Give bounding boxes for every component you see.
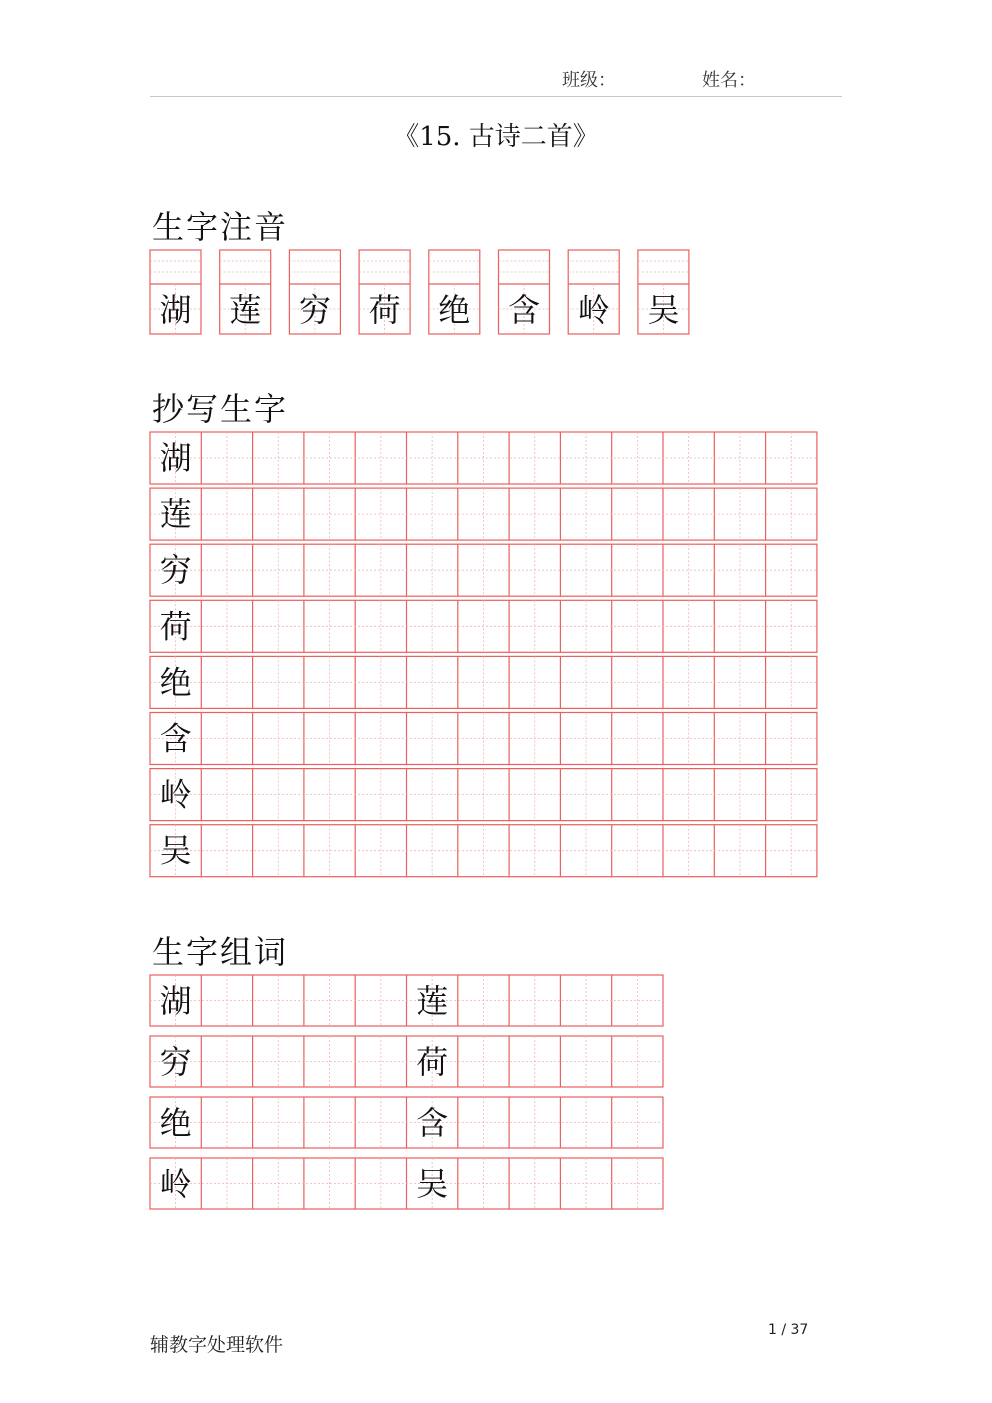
model-character: 荷 xyxy=(368,291,401,329)
words-row xyxy=(150,1158,663,1209)
model-character: 吴 xyxy=(416,1165,449,1203)
footer-software: 辅教字处理软件 xyxy=(150,1334,284,1356)
model-character: 含 xyxy=(416,1104,449,1142)
model-character: 含 xyxy=(507,291,541,329)
page-number: 1 / 37 xyxy=(768,1322,809,1338)
name-label: 姓名： xyxy=(702,70,756,91)
model-character: 吴 xyxy=(647,291,680,329)
model-character: 吴 xyxy=(159,831,192,870)
words-row xyxy=(150,1097,663,1148)
class-label: 班级： xyxy=(562,70,616,91)
model-character: 岭 xyxy=(159,1165,192,1203)
phonetic-box xyxy=(638,250,689,334)
copy-row xyxy=(150,825,817,877)
worksheet-title: 《15. 古诗二首》 xyxy=(393,122,599,152)
model-character: 含 xyxy=(159,719,192,758)
heading-phonetic: 生字注音 xyxy=(152,208,289,246)
copy-row xyxy=(150,488,817,540)
phonetic-box xyxy=(289,250,340,334)
heading-copy: 抄写生字 xyxy=(152,390,289,428)
model-character: 岭 xyxy=(159,775,192,814)
copy-row xyxy=(150,600,817,652)
phonetic-box xyxy=(429,250,480,334)
model-character: 莲 xyxy=(159,495,192,534)
heading-words: 生字组词 xyxy=(152,933,289,971)
copy-row xyxy=(150,544,817,596)
phonetic-box xyxy=(220,250,271,334)
model-character: 穷 xyxy=(298,291,331,329)
phonetic-box xyxy=(568,250,619,334)
phonetic-box xyxy=(150,250,201,334)
model-character: 绝 xyxy=(159,663,192,702)
copy-row xyxy=(150,656,817,708)
copy-row xyxy=(150,432,817,484)
model-character: 莲 xyxy=(416,982,449,1020)
model-character: 荷 xyxy=(416,1043,449,1081)
header-rule xyxy=(150,96,842,97)
model-character: 穷 xyxy=(159,551,192,590)
copy-row xyxy=(150,713,817,765)
phonetic-box xyxy=(359,250,410,334)
model-character: 绝 xyxy=(159,1104,192,1142)
model-character: 湖 xyxy=(159,291,192,329)
words-row xyxy=(150,975,663,1026)
model-character: 湖 xyxy=(159,439,192,477)
model-character: 湖 xyxy=(159,982,192,1020)
model-character: 绝 xyxy=(438,291,471,329)
phonetic-box xyxy=(499,250,550,334)
model-character: 穷 xyxy=(159,1043,192,1081)
words-row xyxy=(150,1036,663,1087)
model-character: 荷 xyxy=(159,607,192,646)
model-character: 岭 xyxy=(577,291,610,329)
copy-row xyxy=(150,769,817,821)
model-character: 莲 xyxy=(229,291,262,329)
